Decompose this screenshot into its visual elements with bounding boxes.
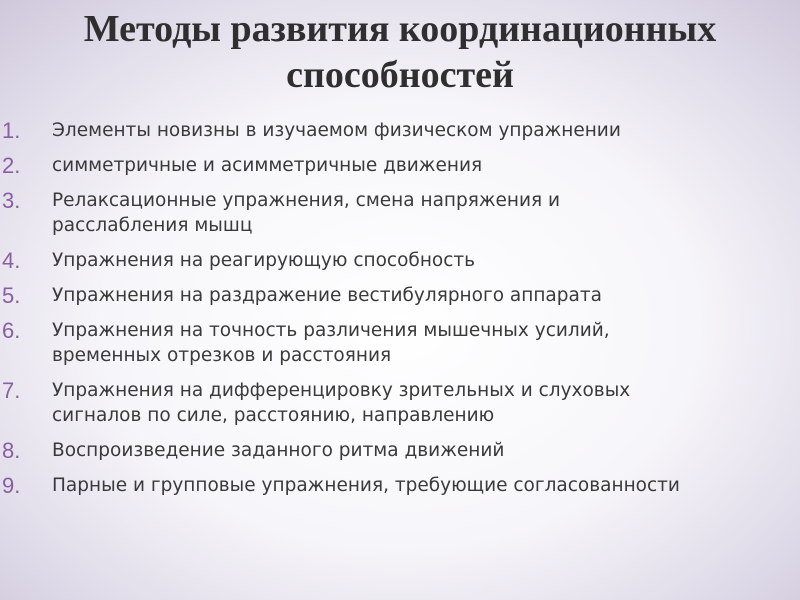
list-item (0, 318, 790, 368)
list-item (0, 438, 790, 463)
item-number: 5. (2, 283, 21, 308)
item-number: 1. (2, 118, 21, 143)
item-text-line: расслабления мышц (52, 215, 253, 236)
item-number: 6. (2, 318, 21, 343)
item-text-line: Релаксационные упражнения, смена напряжения и (52, 190, 561, 211)
item-text-line: Упражнения на точность различения мышечных усилий, (52, 320, 610, 341)
item-text-line: Упражнения на дифференцировку зрительных и слуховых (52, 380, 631, 401)
item-number: 2. (2, 153, 21, 178)
item-text-line: сигналов по силе, расстоянию, направлению (52, 405, 495, 426)
item-number: 4. (2, 248, 21, 273)
title-line-1: Методы развития координационных (83, 8, 717, 50)
item-text-line: Воспроизведение заданного ритма движений (52, 440, 505, 461)
item-number: 3. (2, 188, 21, 213)
item-text-line: Элементы новизны в изучаемом физическом упражнении (52, 120, 621, 141)
list-item (0, 153, 790, 178)
list-item (0, 248, 790, 273)
slide-title (10, 6, 790, 98)
item-text-line: Парные и групповые упражнения, требующие согласованности (52, 475, 680, 496)
item-text-line: временных отрезков и расстояния (52, 345, 392, 366)
list-item (0, 473, 790, 498)
list-item (0, 188, 790, 238)
list-item (0, 283, 790, 308)
item-text-line: Упражнения на реагирующую способность (52, 250, 476, 271)
list-item (0, 378, 790, 428)
item-text-line: симметричные и асимметричные движения (52, 155, 483, 176)
item-text-line: Упражнения на раздражение вестибулярного аппарата (52, 285, 602, 306)
item-number: 7. (2, 378, 21, 403)
methods-list (0, 118, 790, 508)
item-number: 8. (2, 438, 21, 463)
list-item (0, 118, 790, 143)
item-number: 9. (2, 473, 21, 498)
title-line-2: способностей (286, 54, 514, 96)
